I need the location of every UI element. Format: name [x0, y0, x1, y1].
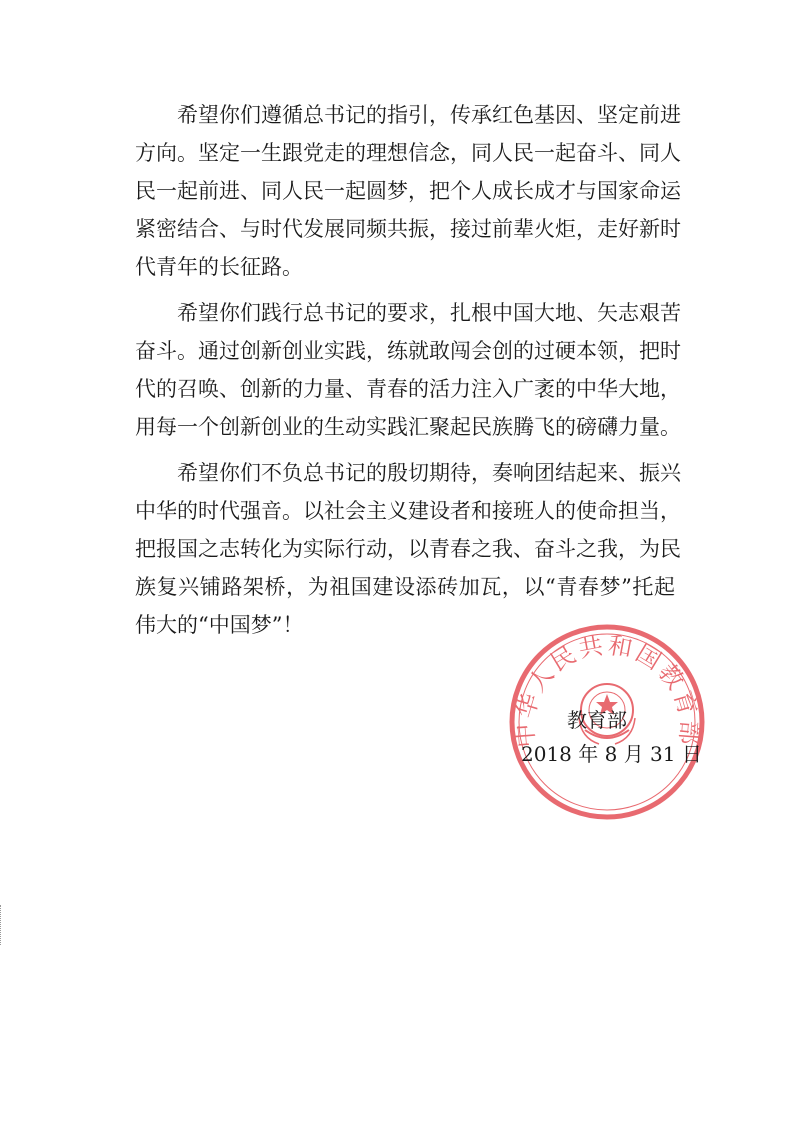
- text-line: 代青年的长征路。: [135, 255, 303, 279]
- letter-body: [135, 96, 681, 652]
- stamp-text: 中华人民共和国教育部: [510, 631, 704, 749]
- text-line: 民一起前进、同人民一起圆梦，把个人成长成才与国家命运: [135, 179, 681, 203]
- scan-margin-mark: [0, 905, 7, 945]
- text-line: 用每一个创新创业的生动实践汇聚起民族腾飞的磅礴力量。: [135, 415, 681, 439]
- issue-date: 2018 年 8 月 31 日: [521, 742, 702, 766]
- text-line: 希望你们践行总书记的要求，扎根中国大地、矢志艰苦: [177, 301, 681, 325]
- paragraph-2: [135, 294, 681, 446]
- paragraph-1: [135, 96, 681, 286]
- text-line: 希望你们遵循总书记的指引，传承红色基因、坚定前进: [177, 103, 681, 127]
- text-line: 紧密结合、与时代发展同频共振，接过前辈火炬，走好新时: [135, 217, 681, 241]
- paragraph-3: [135, 454, 681, 644]
- text-line: 把报国之志转化为实际行动，以青春之我、奋斗之我，为民: [135, 537, 681, 561]
- text-line: 方向。坚定一生跟党走的理想信念，同人民一起奋斗、同人: [135, 141, 681, 165]
- text-line: 中华的时代强音。以社会主义建设者和接班人的使命担当，: [135, 499, 681, 523]
- text-line: 族复兴铺路架桥，为祖国建设添砖加瓦，以“青春梦”托起: [135, 575, 675, 599]
- text-line: 伟大的“中国梦”！: [135, 613, 304, 637]
- text-line: 代的召唤、创新的力量、青春的活力注入广袤的中华大地，: [135, 377, 681, 401]
- text-line: 奋斗。通过创新创业实践，练就敢闯会创的过硬本领，把时: [135, 339, 681, 363]
- issuer-name: 教育部: [567, 708, 627, 732]
- text-line: 希望你们不负总书记的殷切期待，奏响团结起来、振兴: [177, 461, 681, 485]
